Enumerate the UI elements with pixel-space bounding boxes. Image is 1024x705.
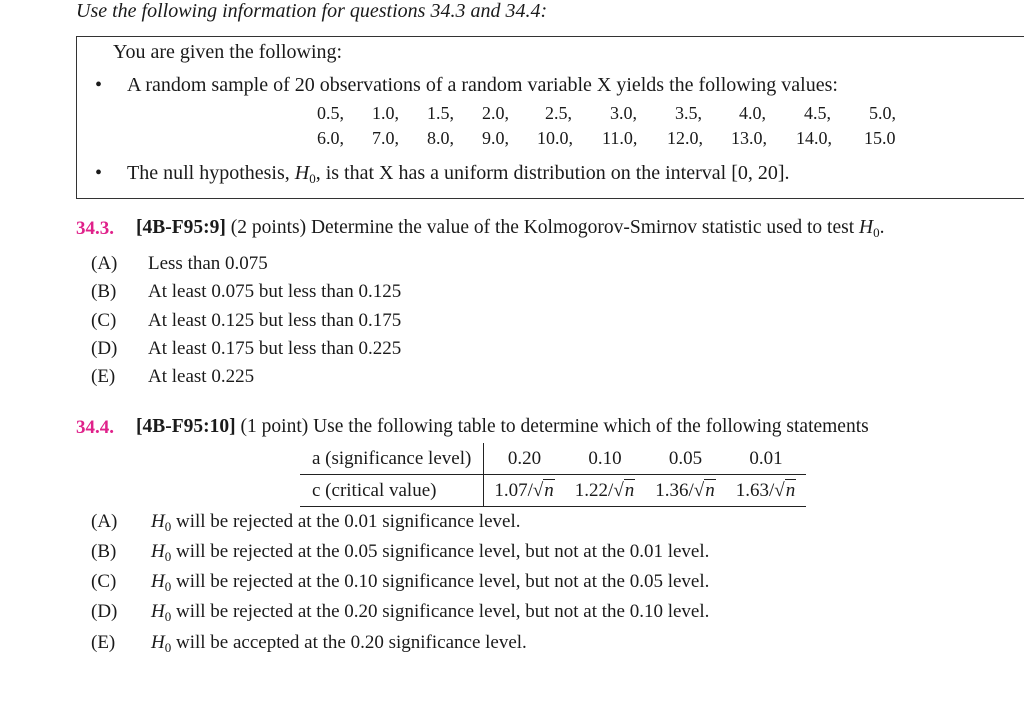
intro-text: Use the following information for questions 34.3 and 34.4:: [76, 0, 548, 22]
option-text: At least 0.125 but less than 0.175: [148, 310, 402, 331]
option-label: (A): [91, 511, 118, 532]
sample-value: 1.5,: [427, 103, 454, 123]
table-cell: 1.22/√n: [565, 475, 645, 507]
table-cell: 0.01: [726, 443, 806, 475]
option-text: $H_0$ will be accepted at the 0.20 significance level.: [151, 632, 527, 655]
option-label: (D): [91, 338, 118, 359]
sample-value: 10.0,: [537, 128, 573, 148]
option-label: (E): [91, 366, 116, 387]
option-label: (B): [91, 541, 117, 562]
option-text: At least 0.175 but less than 0.225: [148, 338, 402, 359]
sample-value: 13.0,: [731, 128, 767, 148]
bullet-sample-text: A random sample of 20 observations of a random variable X yields the following values:: [127, 74, 838, 96]
question-text-34-3: [4B-F95:9] (2 points) Determine the value of the Kolmogorov-Smirnov statistic used to test $H_0$.: [136, 217, 885, 240]
sample-value: 5.0,: [869, 103, 896, 123]
sample-value: 4.0,: [739, 103, 766, 123]
table-row-header: a (significance level): [300, 443, 484, 475]
sample-value: 6.0,: [317, 128, 344, 148]
question-number-34-4: 34.4.: [76, 417, 114, 438]
sample-value: 8.0,: [427, 128, 454, 148]
sample-value: 1.0,: [372, 103, 399, 123]
critical-value-table: [300, 443, 806, 507]
option-label: (C): [91, 310, 117, 331]
sample-value: 3.0,: [610, 103, 637, 123]
box-heading: You are given the following:: [113, 41, 343, 63]
bullet-dot: •: [95, 162, 103, 184]
table-cell: 1.36/√n: [645, 475, 725, 507]
option-text: At least 0.225: [148, 366, 255, 387]
sample-value: 14.0,: [796, 128, 832, 148]
question-number-34-3: 34.3.: [76, 218, 114, 239]
sample-value: 12.0,: [667, 128, 703, 148]
sample-value: 11.0,: [602, 128, 638, 148]
question-text-34-4: [4B-F95:10] (1 point) Use the following table to determine which of the following statements: [136, 416, 869, 437]
sample-value: 7.0,: [372, 128, 399, 148]
sample-value: 4.5,: [804, 103, 831, 123]
option-label: (C): [91, 571, 117, 592]
option-text: Less than 0.075: [148, 253, 268, 274]
option-label: (A): [91, 253, 118, 274]
info-box: [76, 36, 1024, 199]
table-cell: 0.20: [484, 443, 565, 475]
option-text: At least 0.075 but less than 0.125: [148, 281, 402, 302]
option-label: (B): [91, 281, 117, 302]
sample-value: 9.0,: [482, 128, 509, 148]
bullet-hypothesis-text: The null hypothesis, $H_0$, is that X has a uniform distribution on the interval [0, 20].: [127, 162, 790, 186]
table-cell: 0.05: [645, 443, 725, 475]
option-text: $H_0$ will be rejected at the 0.10 significance level, but not at the 0.05 level.: [151, 571, 710, 594]
sample-value: 0.5,: [317, 103, 344, 123]
table-cell: 0.10: [565, 443, 645, 475]
bullet-dot: •: [95, 74, 103, 96]
sample-value: 3.5,: [675, 103, 702, 123]
option-text: $H_0$ will be rejected at the 0.05 significance level, but not at the 0.01 level.: [151, 541, 710, 564]
option-label: (D): [91, 601, 118, 622]
table-cell: 1.63/√n: [726, 475, 806, 507]
sample-value: 2.0,: [482, 103, 509, 123]
option-text: $H_0$ will be rejected at the 0.01 significance level.: [151, 511, 521, 534]
table-row: [300, 443, 806, 475]
option-label: (E): [91, 632, 116, 653]
table-row: [300, 475, 806, 507]
table-row-header: c (critical value): [300, 475, 484, 507]
option-text: $H_0$ will be rejected at the 0.20 significance level, but not at the 0.10 level.: [151, 601, 710, 624]
table-cell: 1.07/√n: [484, 475, 565, 507]
sample-value: 2.5,: [545, 103, 572, 123]
sample-value: 15.0: [864, 128, 896, 148]
